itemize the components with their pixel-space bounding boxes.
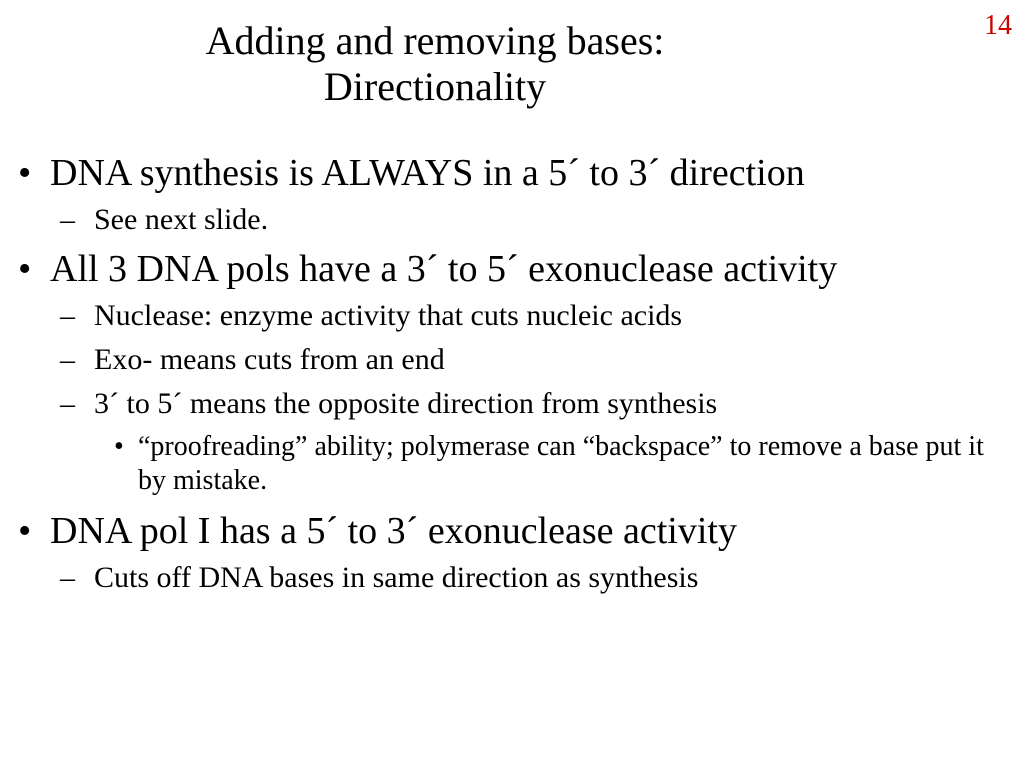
dash-marker: – <box>60 299 75 332</box>
bullet-marker: • <box>18 248 32 290</box>
bullet-marker: • <box>18 152 32 194</box>
sub-bullet-text: Cuts off DNA bases in same direction as synthesis <box>94 561 699 594</box>
sub-bullet-item <box>16 298 1016 334</box>
bullet-item <box>16 508 1016 554</box>
dash-marker: – <box>60 387 75 420</box>
title-line-1: Adding and removing bases: <box>205 18 665 63</box>
slide-title <box>60 18 810 110</box>
sub-bullet-item <box>16 202 1016 238</box>
sub-sub-bullet-item <box>16 430 1008 498</box>
slide-number: 14 <box>984 10 1012 41</box>
dash-marker: – <box>60 203 75 236</box>
sub-bullet-text: 3´ to 5´ means the opposite direction from synthesis <box>94 387 718 420</box>
dash-marker: – <box>60 343 75 376</box>
bullet-item <box>16 246 1016 292</box>
bullet-list <box>16 150 1016 604</box>
bullet-text: All 3 DNA pols have a 3´ to 5´ exonuclease activity <box>50 248 838 290</box>
sub-bullet-text: Nuclease: enzyme activity that cuts nucleic acids <box>94 299 683 332</box>
dash-marker: – <box>60 561 75 594</box>
bullet-marker: • <box>18 510 32 552</box>
sub-sub-bullet-text: “proofreading” ability; polymerase can “backspace” to remove a base put it by mistake. <box>138 431 984 496</box>
bullet-text: DNA synthesis is ALWAYS in a 5´ to 3´ direction <box>50 152 805 194</box>
sub-bullet-item <box>16 560 1016 596</box>
sub-bullet-item <box>16 342 1016 378</box>
bullet-item <box>16 150 1016 196</box>
sub-bullet-text: See next slide. <box>94 203 269 236</box>
sub-bullet-item <box>16 386 1016 422</box>
sub-bullet-text: Exo- means cuts from an end <box>94 343 445 376</box>
bullet-marker-small: • <box>114 431 124 462</box>
bullet-text: DNA pol I has a 5´ to 3´ exonuclease activity <box>50 510 737 552</box>
title-line-2: Directionality <box>323 64 547 109</box>
